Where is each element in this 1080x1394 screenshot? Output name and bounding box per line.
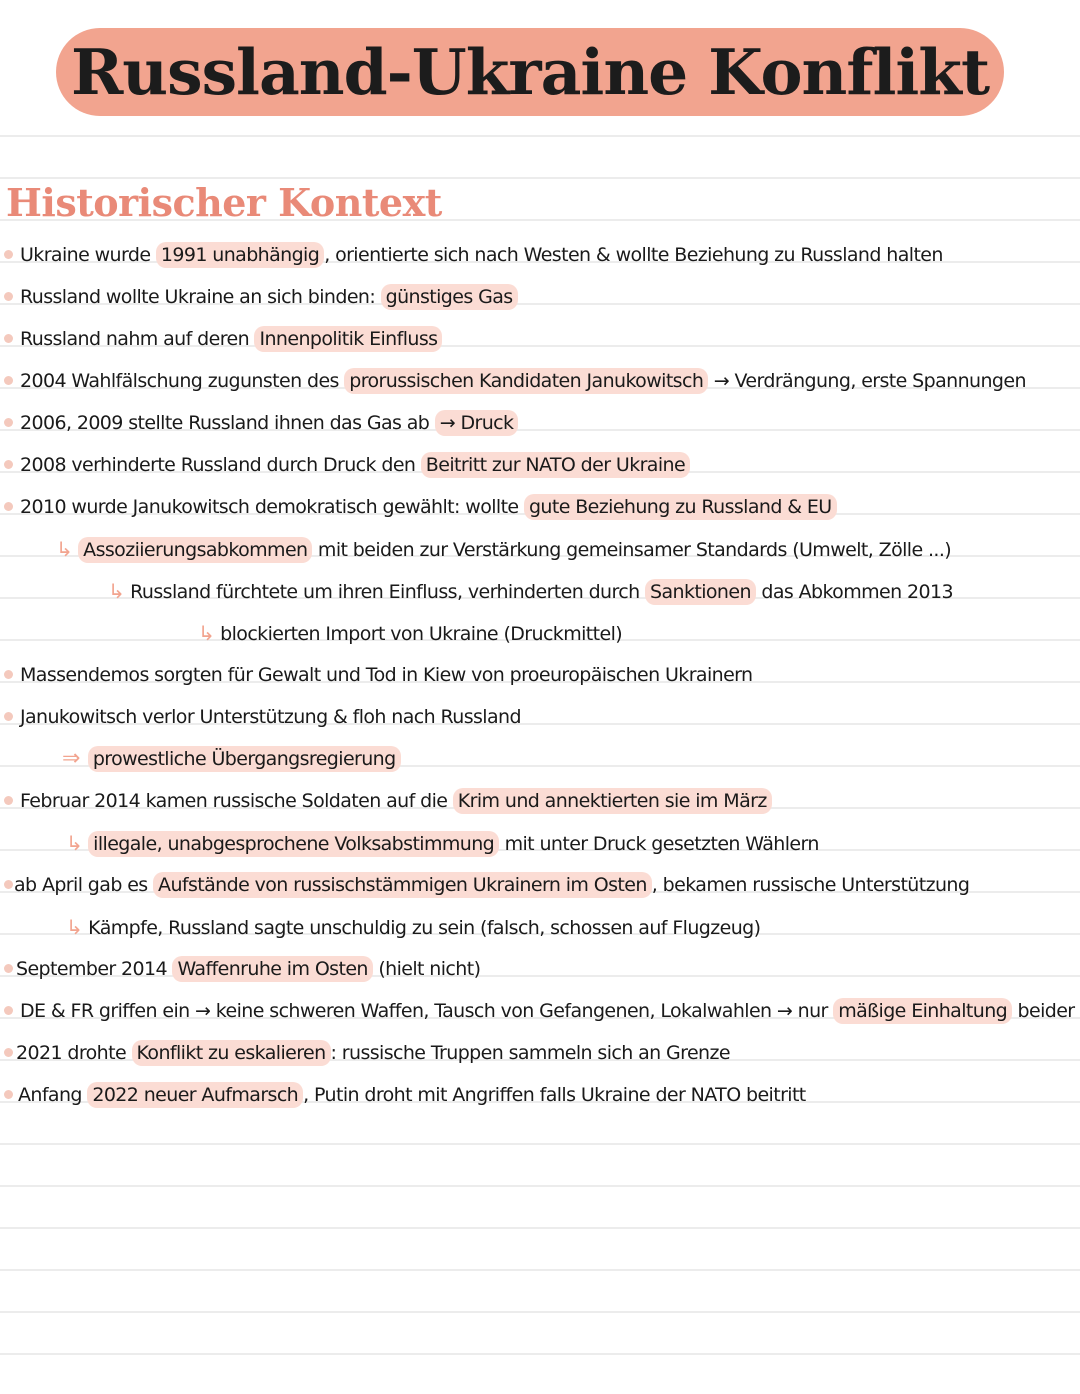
note-line: 2004 Wahlfälschung zugunsten des prorussischen Kandidaten Janukowitsch → Verdrängung, erste Spannungen <box>20 370 1026 392</box>
highlight: günstiges Gas <box>381 284 518 310</box>
bullet-dot <box>4 376 13 385</box>
note-line: Februar 2014 kamen russische Soldaten auf die Krim und annektierten sie im März <box>20 781 772 821</box>
sub-arrow-icon: ↳ <box>66 831 83 855</box>
note-subline: ↳ Kämpfe, Russland sagte unschuldig zu sein (falsch, schossen auf Flugzeug) <box>66 915 761 939</box>
sub-arrow-icon: ↳ <box>108 579 125 603</box>
bullet-dot <box>4 796 13 805</box>
page-title: Russland-Ukraine Konflikt <box>70 35 990 109</box>
bullet-dot <box>4 334 13 343</box>
bullet-dot <box>4 1006 13 1015</box>
bullet-dot <box>4 670 13 679</box>
highlight: Beitritt zur NATO der Ukraine <box>421 452 690 478</box>
bullet-dot <box>4 460 13 469</box>
bullet-dot <box>4 250 13 259</box>
section-heading: Historischer Kontext <box>6 180 442 225</box>
note-line: Janukowitsch verlor Unterstützung & floh nach Russland <box>20 706 521 728</box>
note-line: Ukraine wurde 1991 unabhängig , orientierte sich nach Westen & wollte Beziehung zu Russland halten <box>20 244 943 266</box>
note-line: Russland nahm auf deren Innenpolitik Einfluss <box>20 319 442 359</box>
highlight: 2022 neuer Aufmarsch <box>87 1082 303 1108</box>
note-line: 2010 wurde Janukowitsch demokratisch gewählt: wollte gute Beziehung zu Russland & EU <box>20 487 837 527</box>
note-line: Russland wollte Ukraine an sich binden: günstiges Gas <box>20 277 518 317</box>
note-line: ab April gab es Aufstände von russischstämmigen Ukrainern im Osten , bekamen russische Unterstützung <box>14 874 970 896</box>
note-line: Anfang 2022 neuer Aufmarsch , Putin droht mit Angriffen falls Ukraine der NATO beitritt <box>18 1084 806 1106</box>
highlight: Aufstände von russischstämmigen Ukrainern im Osten <box>153 872 652 898</box>
bullet-dot <box>4 880 13 889</box>
note-subline: ↳ illegale, unabgesprochene Volksabstimmung mit unter Druck gesetzten Wählern <box>66 831 819 855</box>
note-subline: ↳ Russland fürchtete um ihren Einfluss, verhinderten durch Sanktionen das Abkommen 2013 <box>108 579 953 603</box>
note-line: 2021 drohte Konflikt zu eskalieren : russische Truppen sammeln sich an Grenze <box>16 1042 730 1064</box>
note-line: 2008 verhinderte Russland durch Druck den Beitritt zur NATO der Ukraine <box>20 445 690 485</box>
highlight: 1991 unabhängig <box>156 242 324 268</box>
bullet-dot <box>4 712 13 721</box>
bullet-dot <box>4 418 13 427</box>
bullet-dot <box>4 1090 13 1099</box>
highlight: prorussischen Kandidaten Janukowitsch <box>344 368 708 394</box>
note-line: September 2014 Waffenruhe im Osten (hielt nicht) <box>16 958 481 980</box>
bullet-dot <box>4 502 13 511</box>
sub-arrow-icon: ↳ <box>198 621 215 645</box>
highlight: Innenpolitik Einfluss <box>254 326 442 352</box>
note-subline: ↳ Assoziierungsabkommen mit beiden zur Verstärkung gemeinsamer Standards (Umwelt, Zölle ...) <box>56 537 952 561</box>
highlight: → Druck <box>435 410 519 436</box>
sub-arrow-icon: ↳ <box>66 915 83 939</box>
note-line: DE & FR griffen ein → keine schweren Waffen, Tausch von Gefangenen, Lokalwahlen → nur mäßige Einhaltung beider <box>20 1000 1075 1022</box>
highlight: Waffenruhe im Osten <box>172 956 372 982</box>
double-arrow-icon: ⇒ <box>62 746 80 771</box>
sub-arrow-icon: ↳ <box>56 537 73 561</box>
note-line: Massendemos sorgten für Gewalt und Tod in Kiew von proeuropäischen Ukrainern <box>20 664 753 686</box>
highlight: Krim und annektierten sie im März <box>453 788 772 814</box>
bullet-dot <box>4 292 13 301</box>
bullet-dot <box>4 1048 13 1057</box>
highlight: mäßige Einhaltung <box>833 998 1012 1024</box>
bullet-dot <box>4 964 13 973</box>
note-line: 2006, 2009 stellte Russland ihnen das Gas ab → Druck <box>20 403 518 443</box>
highlight: Sanktionen <box>645 579 756 605</box>
highlight: Konflikt zu eskalieren <box>132 1040 331 1066</box>
highlight: gute Beziehung zu Russland & EU <box>524 494 837 520</box>
note-subline: ↳ blockierten Import von Ukraine (Druckmittel) <box>198 621 623 645</box>
note-subline: ⇒ prowestliche Übergangsregierung <box>62 739 401 779</box>
